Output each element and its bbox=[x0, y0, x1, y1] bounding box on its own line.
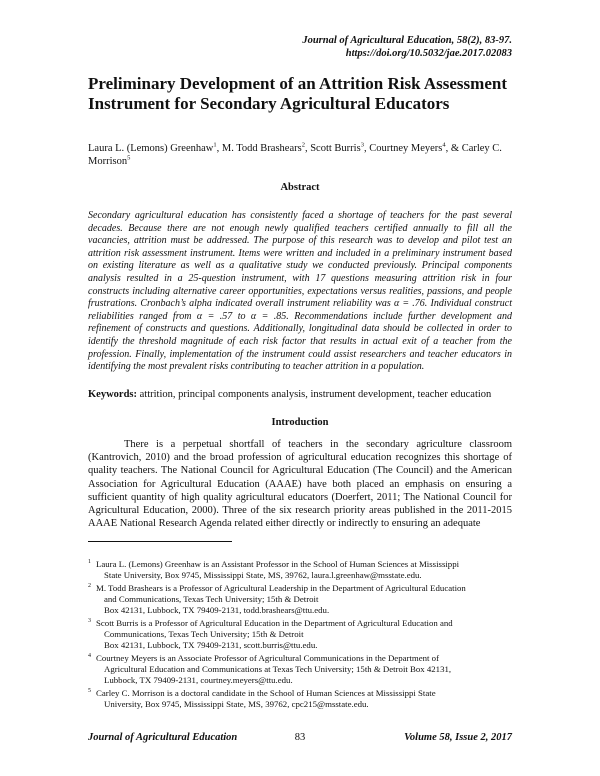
footnote: 5 Carley C. Morrison is a doctoral candidate in the School of Human Sciences at Mississippi State University, Box 9745, Mississippi State, MS, 39762, cpc215@msstate.edu. bbox=[88, 688, 436, 709]
footnote-number: 1 bbox=[88, 559, 91, 565]
running-header bbox=[302, 34, 512, 60]
footnotes bbox=[88, 559, 518, 712]
author-list bbox=[88, 142, 518, 168]
footnote: 3 Scott Burris is a Professor of Agricultural Education in the Department of Agricultural Education and Communications, Texas Tech University; 15th & Detroit Box 42131, Lubbock, TX 79409-2131, scott.burris@ttu.edu. bbox=[88, 618, 453, 650]
footnote: 2 M. Todd Brashears is a Professor of Agricultural Leadership in the Department of Agricultural Education and Communications, Texas Tech University; 15th & Detroit Box 42131, Lubbock, TX 79409-2131, todd.brashears@ttu.edu. bbox=[88, 583, 466, 615]
footnote: 1 Laura L. (Lemons) Greenhaw is an Assistant Professor in the School of Human Sciences at Mississippi State University, Box 9745, Mississippi State, MS, 39762, laura.l.greenhaw@msstate.edu. bbox=[88, 559, 460, 580]
abstract-text: Secondary agricultural education has consistently faced a shortage of teachers for the past several decades. Because there are not enough newly qualified teachers certified annually to fill all the vacancies, attrition must be addressed. The purpose of this research was to develop and pilot test an attrition risk assessment instrument. Items were written and included in a preliminary instrument based on existing literature as well as a qualitative study we conducted previously. Principal components analysis resulted in a 25-question instrument, with 17 questions measuring attrition risk in four constructs including alternative career opportunities, expectations versus realities, passions, and people frustrations. Cronbach’s alpha indicated overall instrument reliability was α = .76. Individual construct reliabilities ranged from α = .57 to α = .85. Recommendations include further development and refinement of constructs and questions. Additionally, longitudinal data should be collected in order to identify the threshold magnitude of each risk factor that results in actual exit of a teacher from the profession. Finally, implementation of the instrument could assist researchers and teacher educators in identifying the most prevalent risks contributing to teacher attrition in a population. bbox=[88, 210, 512, 373]
doi-link[interactable]: https://doi.org/10.5032/jae.2017.02083 bbox=[345, 48, 512, 59]
abstract-heading: Abstract bbox=[280, 182, 320, 193]
footnote: 4 Courtney Meyers is an Associate Professor of Agricultural Communications in the Department of Agricultural Education and Communications at Texas Tech University; 15th & Detroit Box 42131, Lubbock, TX 79409-2131, courtney.meyers@ttu.edu. bbox=[88, 653, 452, 685]
footer-volume: Volume 58, Issue 2, 2017 bbox=[404, 732, 512, 743]
author: Carley C. Morrison$^5$ bbox=[88, 143, 502, 167]
footnote-number: 2 bbox=[88, 583, 91, 589]
paper-title: Preliminary Development of an Attrition Risk Assessment Instrument for Secondary Agricultural Educators bbox=[88, 74, 507, 113]
keywords bbox=[88, 388, 518, 401]
footnote-number: 5 bbox=[88, 688, 91, 694]
keywords-text: attrition, principal components analysis, instrument development, teacher education bbox=[137, 389, 492, 400]
author: Scott Burris$^3$, bbox=[310, 141, 370, 154]
introduction-text: There is a perpetual shortfall of teachers in the secondary agriculture classroom (Kantrovich, 2010) and the broad profession of agricultural education recognizes this shortage of quality teachers. The National Council for Agricultural Education (The Council) and the American Association for Agricultural Education (AAAE) have both placed an emphasis on ensuring a sufficient quantity of high quality agricultural educators (Doerfert, 2011; The National Council for Agricultural Education, 2000). Three of the six research priority areas published in the 2011-2015 AAAE National Research Agenda related either directly or indirectly to ensuring an adequate bbox=[88, 439, 512, 530]
keywords-label: Keywords: bbox=[88, 389, 137, 400]
author: M. Todd Brashears$^2$, bbox=[221, 141, 311, 154]
footer-journal: Journal of Agricultural Education bbox=[88, 732, 238, 743]
author: Laura L. (Lemons) Greenhaw$^1$, bbox=[88, 141, 222, 154]
journal-citation: Journal of Agricultural Education, 58(2), 83-97. bbox=[302, 35, 512, 46]
author: Courtney Meyers$^4$, & bbox=[369, 141, 462, 154]
footnote-number: 4 bbox=[88, 653, 91, 659]
footnote-divider bbox=[88, 541, 232, 542]
page-number: 83 bbox=[294, 732, 306, 743]
footnote-number: 3 bbox=[88, 618, 91, 624]
introduction-heading: Introduction bbox=[271, 417, 329, 428]
